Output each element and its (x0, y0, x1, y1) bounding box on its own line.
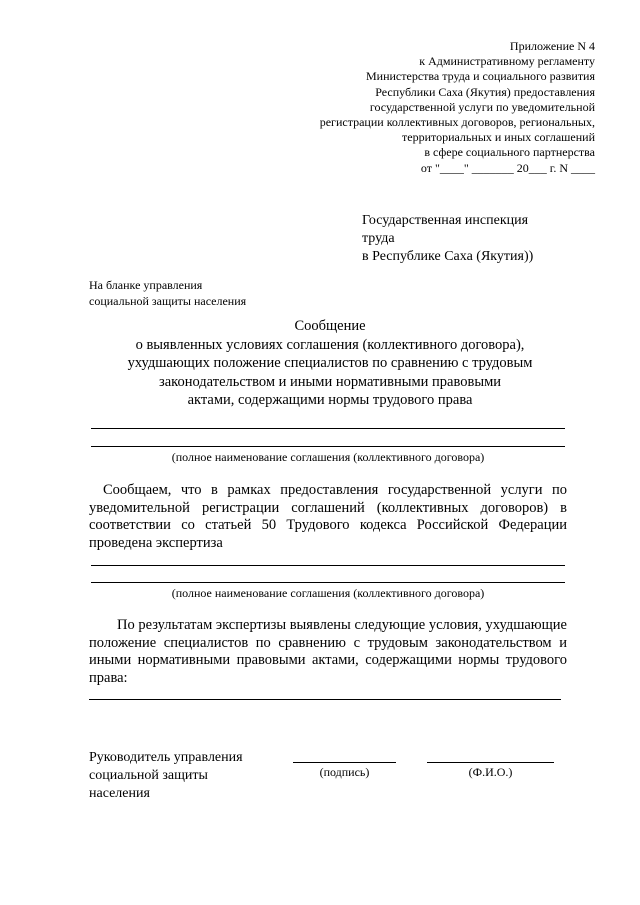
appendix-line: Республики Саха (Якутия) предоставления (375, 84, 595, 99)
appendix-line: от "____" _______ 20___ г. N ____ (420, 160, 595, 175)
title-line: о выявленных условиях соглашения (коллективного договора), (135, 336, 525, 353)
recipient-line: в Республике Саха (Якутия)) (362, 249, 534, 264)
recipient-line: труда (362, 231, 395, 246)
signatory-role-line: населения (89, 786, 150, 801)
fill-in-line (91, 582, 565, 583)
signatory-role-line: социальной защиты (89, 768, 208, 783)
appendix-line: в сфере социального партнерства (424, 145, 595, 160)
appendix-line: к Административному регламенту (419, 54, 595, 69)
appendix-line: государственной услуги по уведомительной (369, 99, 595, 114)
appendix-line: Министерства труда и социального развития (365, 69, 595, 84)
fill-in-line (89, 699, 561, 700)
title-heading: Сообщение (294, 318, 366, 334)
fill-in-line (91, 428, 565, 429)
letterhead-note-line: социальной защиты населения (89, 294, 247, 308)
paragraph-expertise: Сообщаем, что в рамках предоставления государственной услуги по уведомительной регистрации соглашений (коллективных договоров) в соответствии со статьей 50 Трудового кодекса Российской Федерации проведена экспертиза (89, 482, 567, 551)
agreement-name-caption: (полное наименование соглашения (коллективного договора) (171, 450, 485, 464)
signature-caption: (подпись) (319, 765, 370, 779)
document-title (60, 317, 600, 410)
title-line: актами, содержащими нормы трудового права (187, 392, 473, 408)
fill-in-line (91, 446, 565, 447)
signature-line (293, 762, 396, 763)
paragraph-findings: По результатам экспертизы выявлены следующие условия, ухудшающие положение специалистов по сравнению с трудовым законодательством и иными нормативными правовыми актами, содержащими нормы трудового права: (89, 617, 567, 686)
title-line: ухудшающих положение специалистов по сравнению с трудовым (127, 355, 533, 371)
letterhead-note-line: На бланке управления (89, 278, 203, 292)
name-caption: (Ф.И.О.) (468, 765, 513, 779)
fill-in-line (91, 565, 565, 566)
recipient-line: Государственная инспекция (362, 213, 529, 228)
letterhead-note (89, 277, 246, 309)
appendix-line: территориальных и иных соглашений (402, 130, 595, 145)
signatory-role (89, 749, 279, 803)
title-line: законодательством и иными нормативными правовыми (158, 373, 502, 390)
appendix-line: Приложение N 4 (509, 39, 595, 53)
recipient-block (362, 212, 533, 266)
signatory-role-line: Руководитель управления (89, 750, 243, 765)
appendix-line: регистрации коллективных договоров, региональных, (319, 115, 595, 130)
name-line (427, 762, 554, 763)
agreement-name-caption: (полное наименование соглашения (коллективного договора) (171, 586, 485, 600)
appendix-header (255, 39, 595, 176)
